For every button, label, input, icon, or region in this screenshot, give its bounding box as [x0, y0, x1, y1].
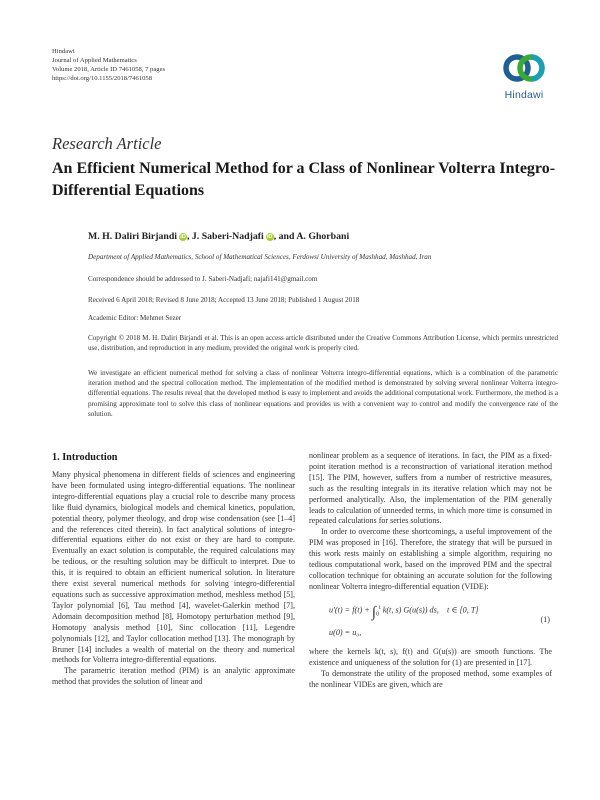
body-paragraph: In order to overcome these shortcomings, a useful improvement of the PIM was proposed in [16]. Therefore, the strategy that will be pursued in this work rests mainly on establishing a simple algorithm, requiring no tedious computational work, based on the improved PIM and the spectral collocation technique for obtaining an accurate solution for the following nonlinear Volterra integro-differential equation (VIDE):: [309, 527, 552, 591]
body-paragraph: where the kernels k(t, s), f(t) and G(u(s)) are smooth functions. The existence and uniqueness of the solution for (1) are presented in [17].: [309, 646, 552, 667]
author-2[interactable]: J. Saberi-Nadjafi: [191, 231, 264, 242]
publisher-name: Hindawi: [52, 48, 75, 55]
body-paragraph: The parametric iteration method (PIM) is an analytic approximate method that provides the solution of linear and: [52, 666, 295, 687]
author-separator: , and: [273, 231, 297, 242]
equation-integrand: k(t, s) G(u(s)) ds,: [382, 605, 439, 615]
orcid-icon[interactable]: iD: [267, 234, 273, 240]
publication-dates: Received 6 April 2018; Revised 8 June 2018; Accepted 13 June 2018; Published 1 August 2018: [88, 296, 360, 304]
right-column: [309, 451, 552, 690]
affiliation: Department of Applied Mathematics, School of Mathematical Sciences, Ferdowsi University of Mashhad, Mashhad, Iran: [88, 253, 432, 261]
body-paragraph: To demonstrate the utility of the proposed method, some examples of the nonlinear VIDEs are given, which are: [309, 668, 552, 689]
author-separator: ,: [187, 231, 192, 242]
integral-upper-limit: t: [378, 604, 381, 611]
abstract: We investigate an efficient numerical method for solving a class of nonlinear Volterra integro-differential equations, which is a combination of the parametric iteration method and the spectral collocation method. The implementation of the modified method is demonstrated by solving several nonlinear Volterra integro-differential equations. The results reveal that the developed method is easy to implement and avoids the additional computational work. Furthermore, the method is a promising approximate tool to solve this class of nonlinear equations and provides us with a convenient way to control and modify the convergence rate of the solution.: [88, 369, 558, 418]
integral-sign: ∫: [371, 604, 376, 621]
volume-line: Volume 2018, Article ID 7461058, 7 pages: [52, 66, 166, 73]
author-3[interactable]: A. Ghorbani: [296, 231, 350, 242]
journal-name: Journal of Applied Mathematics: [52, 57, 137, 64]
orcid-icon[interactable]: iD: [180, 234, 186, 240]
correspondence: Correspondence should be addressed to J. Saberi-Nadjafi; najafi141@gmail.com: [88, 275, 318, 283]
article-type: Research Article: [52, 134, 162, 153]
paper-title: An Efficient Numerical Method for a Class of Nonlinear Volterra Integro-Differential Equations: [52, 160, 556, 199]
equation-main-line: [329, 603, 479, 620]
author-1[interactable]: M. H. Daliri Birjandi: [88, 231, 177, 242]
copyright-notice: Copyright © 2018 M. H. Daliri Birjandi et al. This is an open access article distributed under the Creative Commons Attribution License, which permits unrestricted use, distribution, and reproduction in any medium, provided the original work is properly cited.: [88, 334, 558, 352]
logo-wordmark: Hindawi: [504, 89, 544, 101]
journal-meta: [52, 47, 165, 83]
integral-lower-limit: 0: [375, 611, 379, 618]
section-heading: 1. Introduction: [52, 452, 118, 463]
body-paragraph: nonlinear problem as a sequence of iterations. In fact, the PIM as a fixed- point iteration method is a reconstruction of variational iteration method [15]. The PIM, however, suffers from a number of restrictive measures, such as the resulting integrals in its iterative relation which may not be performed analytically. Also, the implementation of the PIM generally leads to calculation of unneeded terms, in which more time is consumed in repeated calculations for series solutions.: [309, 451, 552, 526]
body-paragraph: Many physical phenomena in different fields of sciences and engineering have been formulated using integro-differential equations. The nonlinear integro-differential equations play a crucial role to describe many process like fluid dynamics, biological models and chemical kinetics, population, potential theory, polymer theology, and drop wise condensation (see [1–4] and the references cited therein). In fact analytical solutions of integro-differential equations either do not exist or they are hard to compute. Eventually an exact solution is computable, the required calculations may be tedious, or the resulting solution may be difficult to interpret. Due to this, it is required to obtain an efficient numerical solution. In literature there exist several numerical methods for solving integro-differential equations such as successive approximation method, meshless method [5], Taylor polynomial [6], Tau method [4], wavelet-Galerkin method [7], Adomain decomposition method [8], Homotopy perturbation method [9], Homotopy analysis method [10], Sinc collocation [11], Legendre polynomials [12], and Taylor collocation method [13]. The monograph by Bruner [14] includes a wealth of material on the theory and numerical methods for Volterra integro-differential equations.: [52, 470, 295, 665]
hindawi-logo: [496, 49, 552, 109]
equation-1: [309, 597, 552, 645]
left-column: [52, 470, 295, 688]
author-list: [88, 231, 349, 242]
equation-initial-condition: u(0) = u₀,: [329, 627, 362, 637]
equation-lhs: u′(t) = f(t) +: [329, 605, 372, 615]
doi-link[interactable]: https://doi.org/10.1155/2018/7461058: [52, 75, 153, 82]
equation-domain: t ∈ [0, T]: [447, 605, 479, 615]
academic-editor: Academic Editor: Mehmet Sezer: [88, 314, 182, 322]
equation-number: (1): [540, 614, 550, 624]
hindawi-rings-icon: [502, 49, 546, 87]
